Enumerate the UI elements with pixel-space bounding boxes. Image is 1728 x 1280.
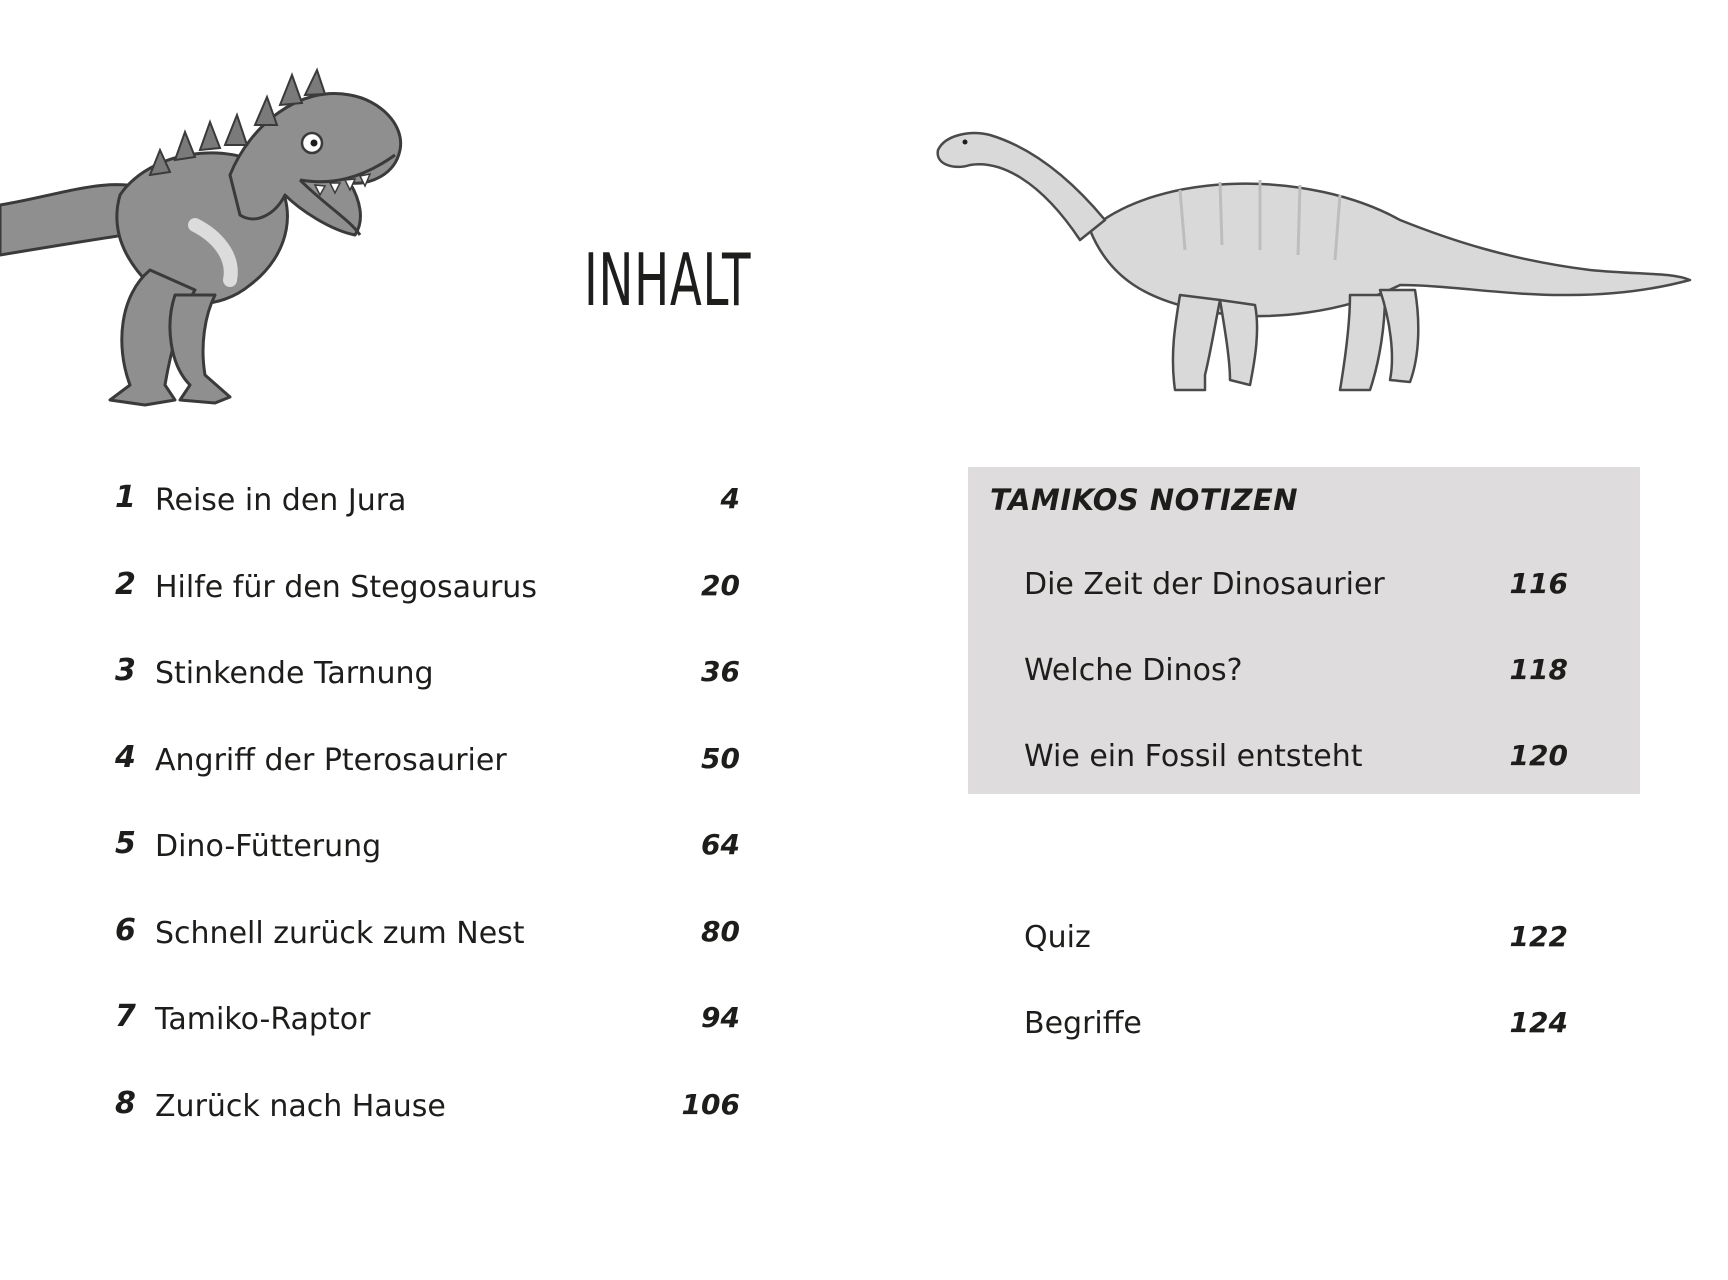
chapter-number: 8 bbox=[115, 1085, 136, 1121]
notes-entry[interactable] bbox=[1024, 567, 1568, 653]
notes-entry-page: 118 bbox=[1509, 653, 1568, 686]
chapter-number: 2 bbox=[115, 566, 136, 602]
chapter-title: Schnell zurück zum Nest bbox=[155, 915, 525, 951]
extras-list bbox=[1024, 920, 1568, 1092]
extras-entry[interactable] bbox=[1024, 1006, 1568, 1092]
chapter-page: 4 bbox=[720, 482, 740, 515]
chapter-entry[interactable] bbox=[115, 826, 740, 913]
chapter-entry[interactable] bbox=[115, 913, 740, 1000]
chapter-entry[interactable] bbox=[115, 1086, 740, 1173]
chapter-entry[interactable] bbox=[115, 567, 740, 654]
chapter-number: 3 bbox=[115, 653, 136, 688]
notes-box bbox=[968, 467, 1640, 794]
chapter-entry[interactable] bbox=[115, 653, 740, 740]
chapter-title: Dino-Fütterung bbox=[155, 829, 382, 864]
notes-list bbox=[1024, 567, 1568, 825]
notes-heading: TAMIKOS NOTIZEN bbox=[990, 483, 1298, 517]
chapter-number: 4 bbox=[115, 739, 136, 775]
page-title: INHALT bbox=[584, 238, 752, 322]
chapter-title: Reise in den Jura bbox=[155, 483, 407, 518]
chapter-title: Stinkende Tarnung bbox=[155, 656, 434, 691]
chapter-title: Zurück nach Hause bbox=[155, 1088, 446, 1124]
chapter-list bbox=[115, 480, 740, 1172]
chapter-number: 6 bbox=[115, 912, 136, 948]
notes-entry-page: 116 bbox=[1509, 567, 1568, 600]
t-rex-illustration bbox=[0, 55, 410, 420]
chapter-page: 106 bbox=[681, 1087, 740, 1121]
notes-entry-title: Welche Dinos? bbox=[1024, 653, 1243, 688]
extras-entry-page: 122 bbox=[1509, 920, 1568, 953]
chapter-number: 1 bbox=[115, 480, 136, 515]
chapter-page: 64 bbox=[701, 828, 740, 861]
chapter-page: 80 bbox=[701, 914, 740, 948]
chapter-number: 7 bbox=[115, 999, 136, 1034]
chapter-page: 50 bbox=[701, 741, 740, 775]
notes-entry-page: 120 bbox=[1509, 739, 1568, 772]
chapter-entry[interactable] bbox=[115, 740, 740, 827]
extras-entry-title: Quiz bbox=[1024, 920, 1091, 955]
chapter-entry[interactable] bbox=[115, 999, 740, 1086]
chapter-page: 36 bbox=[701, 655, 740, 688]
chapter-title: Tamiko-Raptor bbox=[155, 1002, 371, 1037]
chapter-title: Angriff der Pterosaurier bbox=[155, 742, 507, 778]
chapter-entry[interactable] bbox=[115, 480, 740, 567]
notes-entry-title: Wie ein Fossil entsteht bbox=[1024, 739, 1363, 774]
notes-entry[interactable] bbox=[1024, 653, 1568, 739]
chapter-title: Hilfe für den Stegosaurus bbox=[155, 569, 537, 605]
extras-entry-page: 124 bbox=[1509, 1006, 1568, 1039]
extras-entry-title: Begriffe bbox=[1024, 1006, 1142, 1041]
notes-entry-title: Die Zeit der Dinosaurier bbox=[1024, 567, 1385, 602]
chapter-page: 20 bbox=[701, 568, 740, 602]
chapter-number: 5 bbox=[115, 826, 136, 861]
extras-entry[interactable] bbox=[1024, 920, 1568, 1006]
sauropod-illustration bbox=[930, 110, 1700, 400]
notes-entry[interactable] bbox=[1024, 739, 1568, 825]
chapter-page: 94 bbox=[701, 1001, 740, 1034]
